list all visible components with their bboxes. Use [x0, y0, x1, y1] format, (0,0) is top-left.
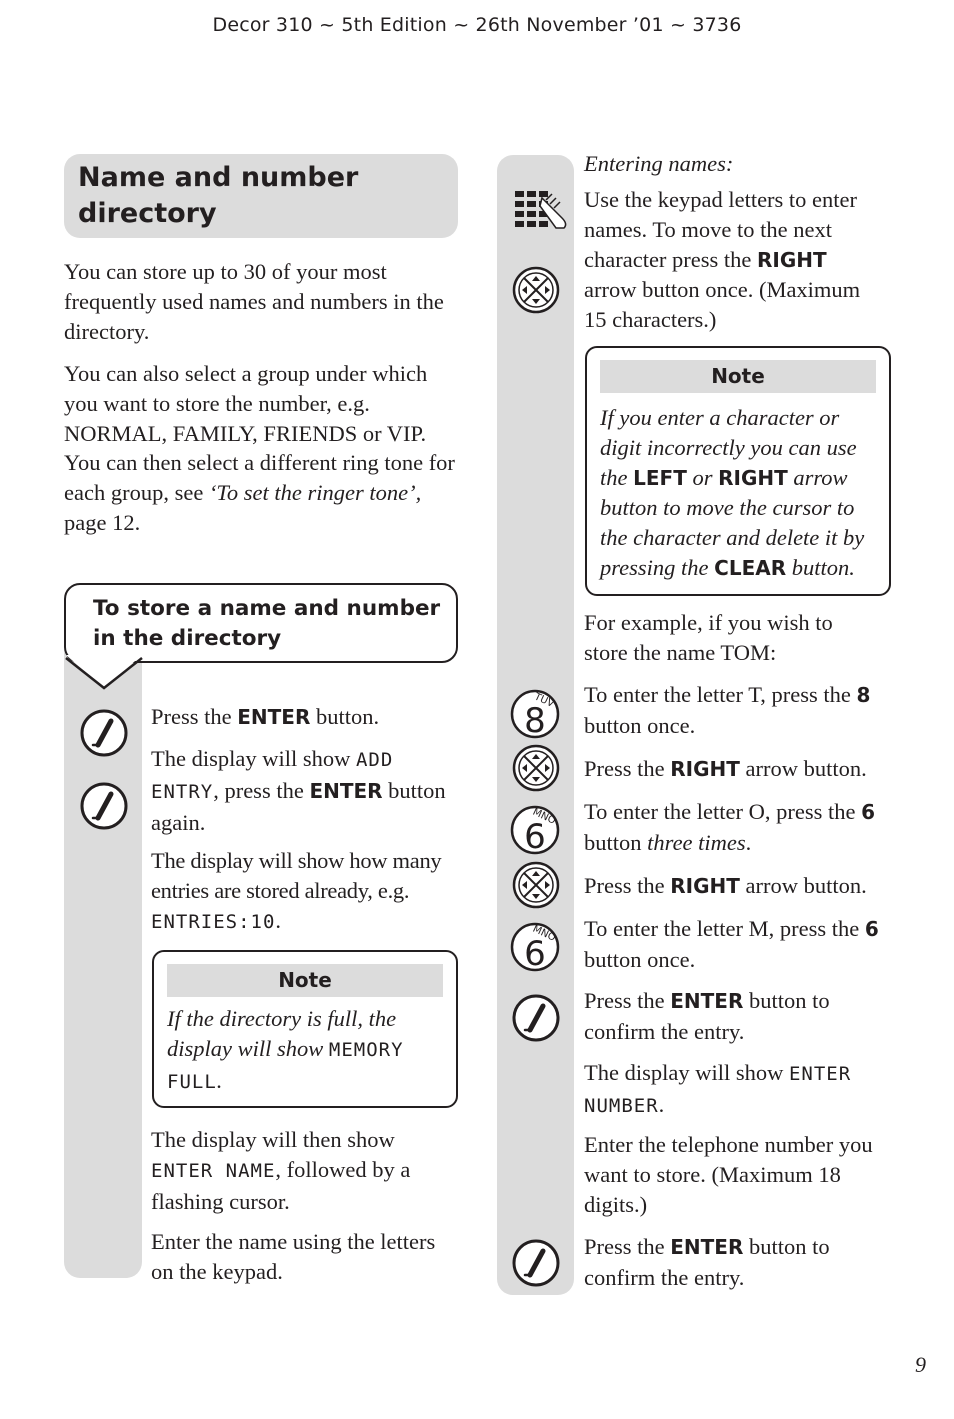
key-8-letters: TUV — [532, 691, 556, 711]
note-heading: Note — [167, 964, 443, 997]
lcd-add-entry: ADD ENTRY — [151, 749, 394, 803]
section-heading-line-1: To store a name and number — [93, 596, 441, 621]
step2-text: The display will show — [151, 746, 356, 771]
key-6-letters: MNO — [530, 923, 558, 944]
step-press-enter — [151, 702, 461, 733]
key-6-label: 6 — [864, 917, 879, 941]
left-key-label: LEFT — [633, 465, 687, 490]
r6-text-end: button to confirm the entry. — [584, 988, 830, 1044]
r1-text-end: button once. — [584, 712, 696, 738]
r7-text-end: . — [658, 1091, 665, 1117]
step2-text-end: button again. — [151, 777, 446, 835]
entering-text: Use the keypad letters to enter names. To move to the next character press the — [584, 187, 858, 272]
right-key-label: RIGHT — [670, 757, 740, 781]
r2-text-end: arrow button. — [739, 756, 867, 781]
note-body — [600, 403, 876, 584]
r9-text: Press the — [584, 1234, 671, 1259]
step-letter-o — [584, 797, 904, 858]
intro2-text: You can also select a group under which you want to store the number, e.g. NORMAL, FAMILY, FRIENDS or VIP. You can then select a different ring tone for each group, see — [64, 361, 455, 506]
r1-text: To enter the letter T, press the — [584, 682, 857, 707]
title-line-2: directory — [78, 198, 217, 229]
document-header: Decor 310 ~ 5th Edition ~ 26th November ’01 ~ 3736 — [212, 14, 742, 36]
lcd-memory-full: MEMORY FULL — [167, 1038, 404, 1093]
enter-button-icon — [79, 708, 129, 758]
r4-text-end: arrow button. — [739, 873, 867, 898]
intro2-page: page 12. — [64, 509, 141, 535]
key-8-digit: 8 — [524, 701, 546, 740]
note1-text-end: . — [216, 1067, 223, 1093]
step1-text: Press the — [151, 704, 238, 729]
step2-text-mid: , press the — [213, 777, 310, 803]
right-key-label: RIGHT — [670, 874, 740, 898]
navigation-button-icon — [511, 860, 561, 910]
key-6-letters: MNO — [530, 806, 558, 827]
note2-text: If you enter a character or digit incorrectly you can use the — [600, 405, 857, 490]
step1-text-end: button. — [310, 704, 380, 729]
note-directory-full — [152, 950, 458, 1108]
enter-button-icon — [511, 1238, 561, 1288]
step-letter-m — [584, 914, 904, 975]
right-key-label: RIGHT — [718, 465, 788, 490]
step-confirm-number — [584, 1232, 874, 1293]
note2-text-mid: arrow button to move the cursor to the character and delete it by pressing the — [600, 464, 865, 580]
step4-text-end: , followed by a flashing cursor. — [151, 1156, 411, 1214]
r4-text: Press the — [584, 873, 671, 898]
step-letter-t — [584, 680, 904, 741]
key-6-digit: 6 — [524, 817, 546, 856]
step-enter-telephone-number: Enter the telephone number you want to store. (Maximum 18 digits.) — [584, 1132, 873, 1217]
step4-text: The display will then show — [151, 1127, 395, 1152]
step-enter-name — [151, 1125, 461, 1216]
entering-text-end: arrow button once. (Maximum 15 characters.) — [584, 277, 861, 333]
keypad-icon — [512, 184, 572, 232]
r6-text: Press the — [584, 988, 671, 1013]
key-8-label: 8 — [856, 683, 871, 707]
navigation-button-icon — [511, 743, 561, 793]
note-correct-mistakes — [585, 346, 891, 596]
step-entries-count — [151, 846, 461, 937]
key-6-icon — [509, 804, 561, 856]
note-heading: Note — [600, 360, 876, 393]
right-key-label: RIGHT — [757, 247, 827, 272]
enter-button-icon — [79, 781, 129, 831]
r5-text: To enter the letter M, press the — [584, 916, 865, 941]
note2-or: or — [686, 464, 719, 490]
r7-text: The display will show — [584, 1060, 789, 1085]
intro-paragraph-2 — [64, 359, 464, 538]
r9-text-end: button to confirm the entry. — [584, 1234, 830, 1290]
step-add-entry — [151, 744, 461, 837]
r3-text-mid: button — [584, 829, 648, 855]
r2-text: Press the — [584, 756, 671, 781]
step-confirm-name — [584, 986, 874, 1047]
entering-names-text — [584, 185, 884, 335]
page-title — [78, 160, 358, 232]
intro-paragraph-1: You can store up to 30 of your most frequently used names and numbers in the directory. — [64, 259, 444, 344]
entering-names-heading: Entering names: — [584, 151, 734, 176]
page-number: 9 — [915, 1352, 926, 1377]
step-enter-letters: Enter the name using the letters on the keypad. — [151, 1229, 436, 1284]
section-heading-line-2: in the directory — [93, 626, 282, 651]
step-enter-number-display — [584, 1058, 894, 1122]
callout-pointer — [64, 655, 144, 691]
lcd-entries: ENTRIES:10 — [151, 910, 276, 933]
enter-key-label: ENTER — [670, 989, 744, 1013]
step3-text-end: . — [275, 907, 281, 933]
step3-text: The display will show how many entries are stored already, e.g. — [151, 848, 442, 903]
r3-text: To enter the letter O, press the — [584, 799, 862, 824]
key-8-icon — [509, 688, 561, 740]
enter-key-label: ENTER — [237, 705, 311, 729]
enter-key-label: ENTER — [309, 778, 383, 803]
key-6-icon — [509, 921, 561, 973]
clear-key-label: CLEAR — [714, 555, 787, 580]
ringer-tone-reference: ‘To set the ringer tone’, — [208, 480, 422, 506]
enter-key-label: ENTER — [670, 1235, 744, 1259]
note-body — [167, 1004, 443, 1097]
section-heading — [93, 594, 440, 654]
lcd-enter-name: ENTER NAME — [151, 1159, 276, 1182]
note2-text-end: button. — [786, 554, 855, 580]
key-6-label: 6 — [861, 800, 875, 824]
title-line-1: Name and number — [78, 162, 359, 193]
step-right-arrow-2 — [584, 871, 904, 902]
example-intro: For example, if you wish to store the name TOM: — [584, 610, 833, 665]
key-6-digit: 6 — [524, 934, 546, 973]
navigation-button-icon — [511, 265, 561, 315]
enter-button-icon — [511, 993, 561, 1043]
r5-text-end: button once. — [584, 946, 696, 972]
step-right-arrow-1 — [584, 754, 904, 785]
three-times-emphasis: three times — [647, 829, 746, 855]
note1-text: If the directory is full, the display will show — [167, 1006, 397, 1061]
r3-text-end: . — [745, 829, 752, 855]
lcd-enter-number: ENTER NUMBER — [584, 1063, 852, 1117]
